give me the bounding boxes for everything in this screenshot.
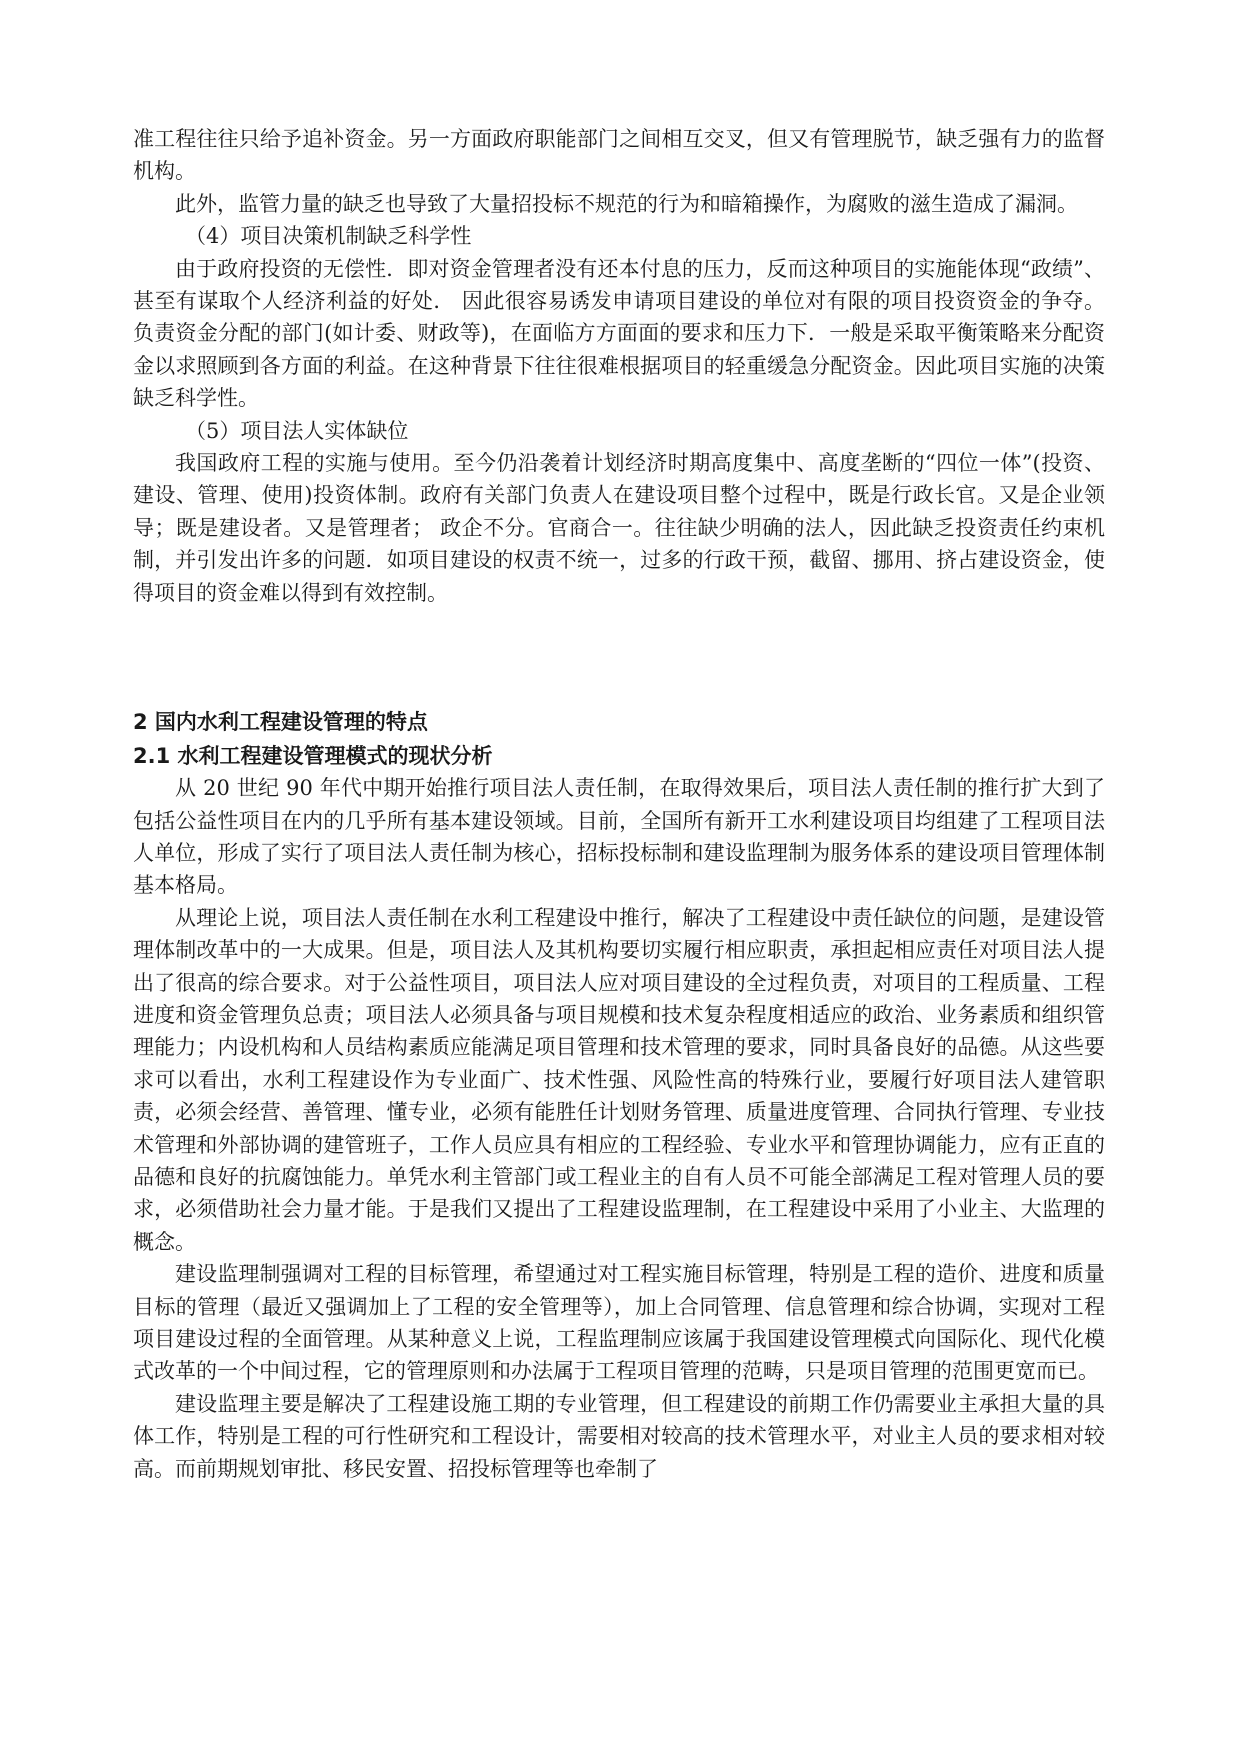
paragraph-theory-analysis: 从理论上说，项目法人责任制在水利工程建设中推行，解决了工程建设中责任缺位的问题，是建设管理体制改革中的一大成果。但是，项目法人及其机构要切实履行相应职责，承担起相应责任对项目法人提出了很高的综合要求。对于公益性项目，项目法人应对项目建设的全过程负责，对项目的工程质量、工程进度和资金管理负总责；项目法人必须具备与项目规模和技术复杂程度相适应的政治、业务素质和组织管理能力；内设机构和人员结构素质应能满足项目管理和技术管理的要求，同时具备良好的品德。从这些要求可以看出，水利工程建设作为专业面广、技术性强、风险性高的特殊行业，要履行好项目法人建管职责，必须会经营、善管理、懂专业，必须有能胜任计划财务管理、质量进度管理、合同执行管理、专业技术管理和外部协调的建管班子，工作人员应具有相应的工程经验、专业水平和管理协调能力，应有正直的品德和良好的抗腐蚀能力。单凭水利主管部门或工程业主的自有人员不可能全部满足工程对管理人员的要求，必须借助社会力量才能。于是我们又提出了工程建设监理制，在工程建设中采用了小业主、大监理的概念。 bbox=[133, 905, 1105, 1254]
section-spacer bbox=[133, 609, 1105, 706]
paragraph-supervision-scope: 建设监理主要是解决了工程建设施工期的专业管理，但工程建设的前期工作仍需要业主承担大量的具体工作，特别是工程的可行性研究和工程设计，需要相对较高的技术管理水平，对业主人员的要求相对较高。而前期规划审批、移民安置、招投标管理等也牵制了 bbox=[133, 1391, 1105, 1481]
subheading-legal-person-absence: （5）项目法人实体缺位 bbox=[185, 418, 409, 443]
paragraph-legal-person-system: 从 20 世纪 90 年代中期开始推行项目法人责任制，在取得效果后，项目法人责任制的推行扩大到了包括公益性项目在内的几乎所有基本建设领域。目前，全国所有新开工水利建设项目均组建了工程项目法人单位，形成了实行了项目法人责任制为核心，招标投标制和建设监理制为服务体系的建设项目管理体制基本格局。 bbox=[133, 776, 1105, 898]
paragraph-decision-mechanism: 由于政府投资的无偿性．即对资金管理者没有还本付息的压力，反而这种项目的实施能体现“政绩”、甚至有谋取个人经济利益的好处． 因此很容易诱发申请项目建设的单位对有限的项目投资资金的争夺。负责资金分配的部门(如计委、财政等)，在面临方方面面的要求和压力下．一般是采取平衡策略来分配资金以求照顾到各方面的利益。在这种背景下往往很难根据项目的轻重缓急分配资金。因此项目实施的决策缺乏科学性。 bbox=[133, 256, 1105, 411]
document-page bbox=[133, 123, 1105, 1485]
section-heading-2-1: 2.1 水利工程建设管理模式的现状分析 bbox=[133, 744, 493, 769]
paragraph-legal-person-absence: 我国政府工程的实施与使用。至今仍沿袭着计划经济时期高度集中、高度垄断的“四位一体”(投资、建设、管理、使用)投资体制。政府有关部门负责人在建设项目整个过程中，既是行政长官。又是企业领导；既是建设者。又是管理者； 政企不分。官商合一。往往缺少明确的法人，因此缺乏投资责任约束机制，并引发出许多的问题．如项目建设的权责不统一，过多的行政干预，截留、挪用、挤占建设资金，使得项目的资金难以得到有效控制。 bbox=[133, 451, 1105, 605]
paragraph-supervision-system: 建设监理制强调对工程的目标管理，希望通过对工程实施目标管理，特别是工程的造价、进度和质量目标的管理（最近又强调加上了工程的安全管理等），加上合同管理、信息管理和综合协调，实现对工程项目建设过程的全面管理。从某种意义上说，工程监理制应该属于我国建设管理模式向国际化、现代化模式改革的一个中间过程，它的管理原则和办法属于工程项目管理的范畴，只是项目管理的范围更宽而已。 bbox=[133, 1262, 1105, 1384]
subheading-decision-mechanism: （4）项目决策机制缺乏科学性 bbox=[185, 224, 472, 249]
paragraph-funding-continuation: 准工程往往只给予追补资金。另一方面政府职能部门之间相互交叉，但又有管理脱节，缺乏强有力的监督机构。 bbox=[133, 127, 1105, 184]
section-heading-2: 2 国内水利工程建设管理的特点 bbox=[133, 710, 428, 735]
paragraph-supervision-shortage: 此外，监管力量的缺乏也导致了大量招投标不规范的行为和暗箱操作，为腐败的滋生造成了漏洞。 bbox=[175, 191, 1078, 216]
